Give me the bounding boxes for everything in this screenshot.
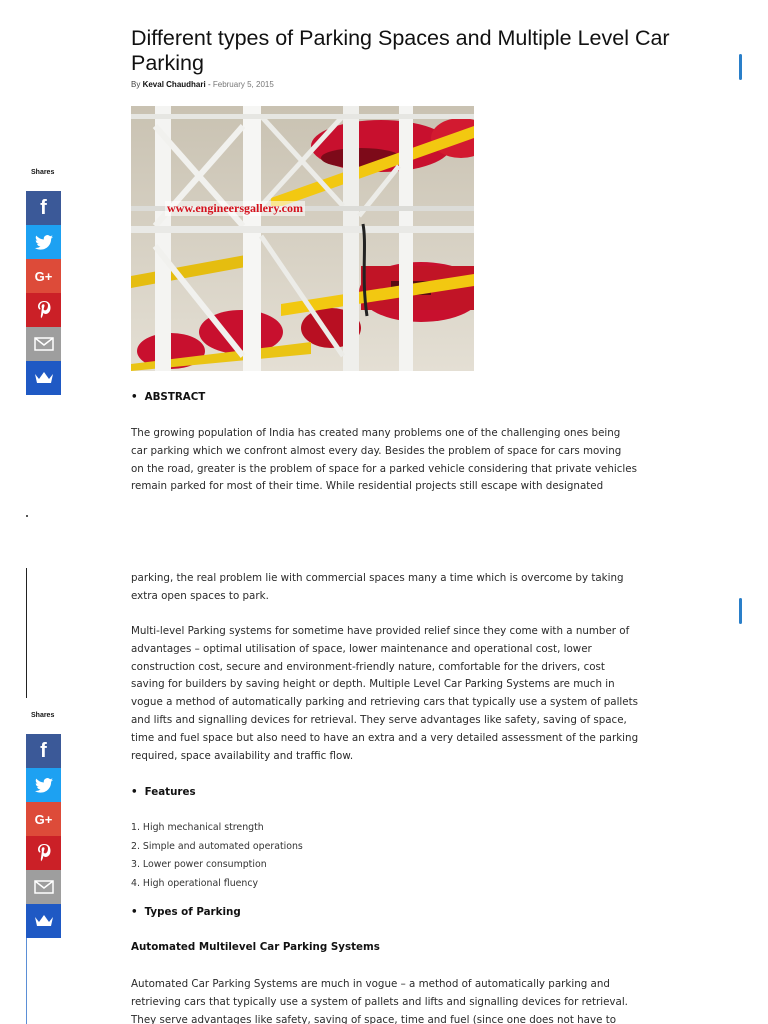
types-subheading: Automated Multilevel Car Parking Systems [131, 941, 380, 953]
text-line: The growing population of India has created many problems one of the challenging ones being [131, 427, 621, 439]
pinterest-icon [37, 844, 51, 862]
byline [131, 80, 274, 89]
sidebar-divider-line [26, 938, 27, 1024]
crown-share-button[interactable] [26, 904, 61, 938]
by-label: By [131, 80, 141, 89]
google-plus-icon: G+ [34, 268, 53, 284]
facebook-share-button[interactable] [26, 191, 61, 225]
list-item: 4. High operational fluency [131, 877, 259, 889]
types-heading: • Types of Parking [131, 906, 241, 918]
crown-icon [34, 914, 54, 928]
decorative-dot [26, 515, 28, 517]
parking-structure-illustration [131, 106, 474, 371]
publish-date: February 5, 2015 [212, 80, 274, 89]
right-scroll-marker[interactable] [739, 54, 742, 80]
text-line: and lifts and signalling devices for retrieval. They serve advantages like safety, saving of space, [131, 713, 627, 726]
google-plus-share-button[interactable] [26, 259, 61, 293]
share-bar [26, 191, 61, 395]
abstract-paragraph-2 [131, 570, 641, 606]
article-title: Different types of Parking Spaces and Multiple Level Car Parking [131, 26, 670, 75]
text-line: car parking which we confront almost every day. Besides the problem of space for cars moving [131, 444, 622, 457]
byline-separator: - [207, 80, 211, 89]
email-share-button[interactable] [26, 327, 61, 361]
shares-label: Shares [31, 712, 55, 719]
pinterest-share-button[interactable] [26, 293, 61, 327]
text-line: retrieving cars that typically use a system of pallets and lifts and signalling devices for retrieval. [131, 995, 628, 1008]
types-paragraph [131, 976, 641, 1024]
image-watermark: www.engineersgallery.com [167, 201, 303, 215]
facebook-share-button[interactable] [26, 734, 61, 768]
facebook-icon: f [40, 196, 47, 219]
abstract-heading: • ABSTRACT [131, 391, 205, 403]
text-line: They serve advantages like safety, saving of space, time and fuel (since one does not have to [131, 1013, 617, 1024]
text-line: required, space availability and traffic flow. [131, 749, 354, 762]
text-line: extra open spaces to park. [131, 589, 269, 602]
text-line: on the road, greater is the problem of space for a parked vehicle considering that private vehicles [131, 462, 637, 475]
text-line: remain parked for most of their time. While residential projects still escape with designated [131, 480, 604, 493]
text-line: time and fuel space but also need to have an extra and a very detailed assessment of the parking [131, 731, 639, 744]
abstract-paragraph-3 [131, 623, 641, 765]
twitter-icon [35, 778, 53, 793]
text-line: Multi-level Parking systems for sometime have provided relief since they come with a number of [131, 625, 630, 637]
list-item: 2. Simple and automated operations [131, 840, 303, 852]
twitter-icon [35, 235, 53, 250]
list-item: 3. Lower power consumption [131, 859, 267, 871]
twitter-share-button[interactable] [26, 768, 61, 802]
google-plus-share-button[interactable] [26, 802, 61, 836]
author-link[interactable]: Keval Chaudhari [142, 80, 206, 89]
email-icon [34, 337, 54, 351]
shares-label: Shares [31, 169, 55, 176]
crown-share-button[interactable] [26, 361, 61, 395]
email-icon [34, 880, 54, 894]
pinterest-share-button[interactable] [26, 836, 61, 870]
share-bar [26, 734, 61, 938]
text-line: vogue a method of automatically parking and retrieving cars that typically use a system of pallets [131, 696, 639, 709]
twitter-share-button[interactable] [26, 225, 61, 259]
abstract-paragraph-1 [131, 425, 641, 496]
sidebar-divider-line [26, 568, 27, 698]
features-heading: • Features [131, 786, 196, 798]
features-list [131, 819, 303, 893]
facebook-icon: f [40, 739, 47, 762]
google-plus-icon: G+ [34, 811, 53, 827]
text-line: Automated Car Parking Systems are much in vogue – a method of automatically parking and [131, 978, 610, 990]
text-line: saving for builders by saving height or depth. Multiple Level Car Parking Systems are much in [131, 678, 615, 691]
text-line: parking, the real problem lie with commercial spaces many a time which is overcome by taking [131, 572, 624, 584]
text-line: construction cost, secure and environment-friendly nature, comfortable for the drivers, cost [131, 660, 605, 673]
article-hero-image [131, 106, 474, 371]
pinterest-icon [37, 301, 51, 319]
list-item: 1. High mechanical strength [131, 822, 264, 833]
text-line: advantages – optimal utilisation of space, lower maintenance and operational cost, lower [131, 642, 592, 655]
crown-icon [34, 371, 54, 385]
email-share-button[interactable] [26, 870, 61, 904]
right-scroll-marker[interactable] [739, 598, 742, 624]
